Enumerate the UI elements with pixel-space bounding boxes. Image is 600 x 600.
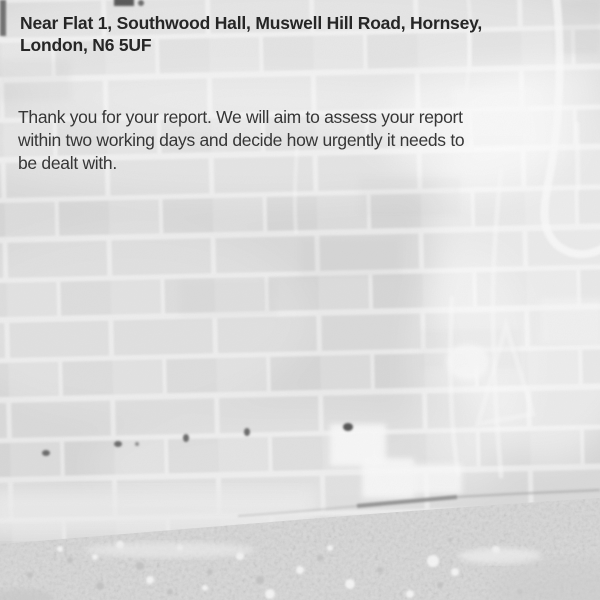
message-line: be dealt with.	[18, 153, 117, 173]
message-line: within two working days and decide how urgently it needs to	[18, 130, 465, 150]
report-confirmation-message	[18, 106, 580, 175]
report-address	[20, 12, 584, 56]
message-line: Thank you for your report. We will aim to assess your report	[18, 107, 463, 127]
address-line: London, N6 5UF	[20, 35, 152, 55]
address-line: Near Flat 1, Southwood Hall, Muswell Hill Road, Hornsey,	[20, 13, 483, 33]
